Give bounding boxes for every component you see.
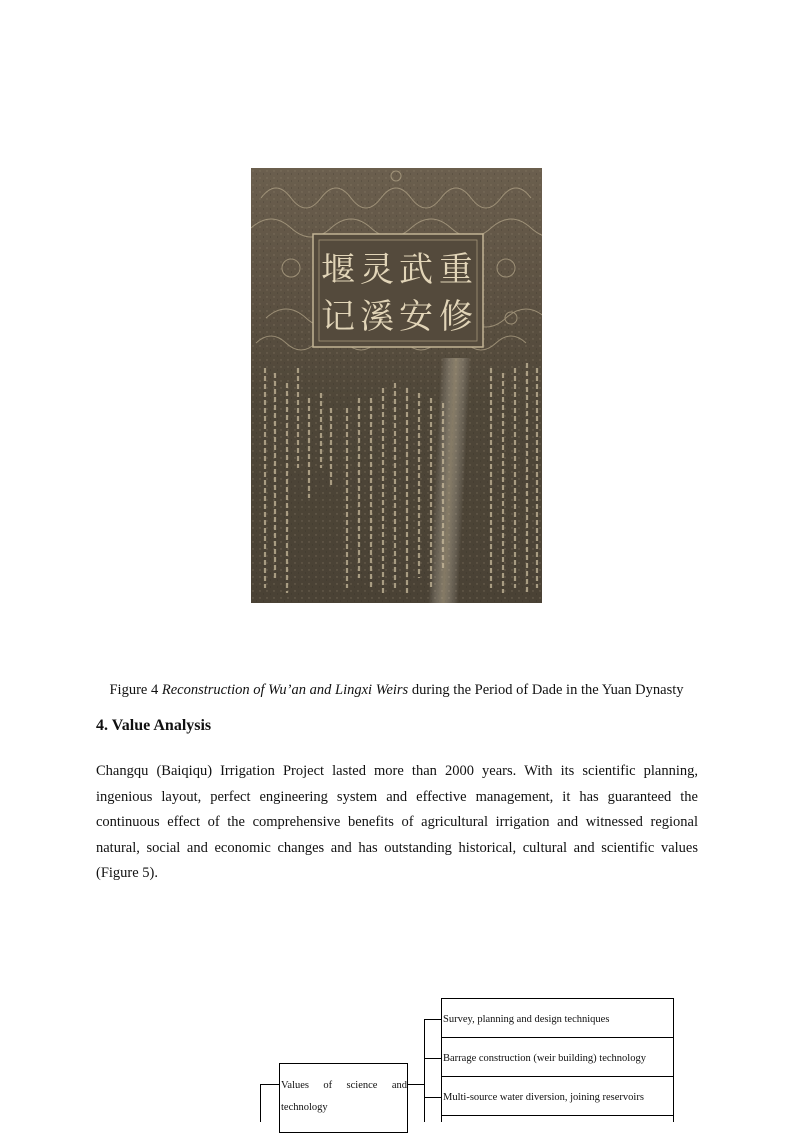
body-paragraph: Changqu (Baiqiqu) Irrigation Project lasted more than 2000 years. With its scientific planning, ingenious layout, perfect engineering system and effective management, it has guaranteed the continuous effect of the comprehensive benefits of agricultural irrigation and witnessed regional natural, social and economic changes and has outstanding historical, cultural and scientific values (Figure 5). [96, 763, 698, 881]
caption-title: Reconstruction of Wu’an and Lingxi Weirs [161, 682, 409, 698]
section-heading: 4. Value Analysis [96, 717, 212, 734]
svg-text:安: 安 [399, 297, 433, 337]
diagram-node-child-1-label: Survey, planning and design techniques [443, 1014, 610, 1025]
stele-illustration [251, 168, 542, 603]
connector-left-vertical [260, 1084, 261, 1122]
connector-parent-out [408, 1084, 424, 1085]
stele-photograph [251, 168, 542, 603]
caption-prefix: Figure 4 [109, 682, 162, 698]
connector-child-2 [424, 1058, 441, 1059]
svg-text:记: 记 [321, 297, 355, 337]
diagram-node-child-3-label: Multi-source water diversion, joining reservoirs [443, 1092, 644, 1103]
diagram-node-child-2-label: Barrage construction (weir building) technology [443, 1053, 646, 1064]
svg-text:溪: 溪 [360, 297, 394, 337]
connector-child-1 [424, 1019, 441, 1020]
svg-text:灵: 灵 [360, 250, 394, 290]
figure-caption [0, 680, 793, 700]
diagram-node-child-1 [441, 998, 674, 1038]
svg-text:修: 修 [439, 297, 473, 337]
svg-text:堰: 堰 [321, 250, 355, 290]
diagram-node-parent-label: Values of science and technology [281, 1080, 407, 1113]
connector-trunk [424, 1019, 425, 1122]
diagram-node-child-4 [441, 1115, 674, 1122]
diagram-node-parent [279, 1063, 408, 1133]
connector-child-3 [424, 1097, 441, 1098]
diagram-node-child-2 [441, 1037, 674, 1077]
caption-suffix: during the Period of Dade in the Yuan Dynasty [408, 682, 684, 698]
connector-left-horizontal [260, 1084, 279, 1085]
svg-text:武: 武 [399, 250, 433, 290]
svg-text:重: 重 [439, 250, 473, 290]
diagram-node-child-3 [441, 1076, 674, 1116]
